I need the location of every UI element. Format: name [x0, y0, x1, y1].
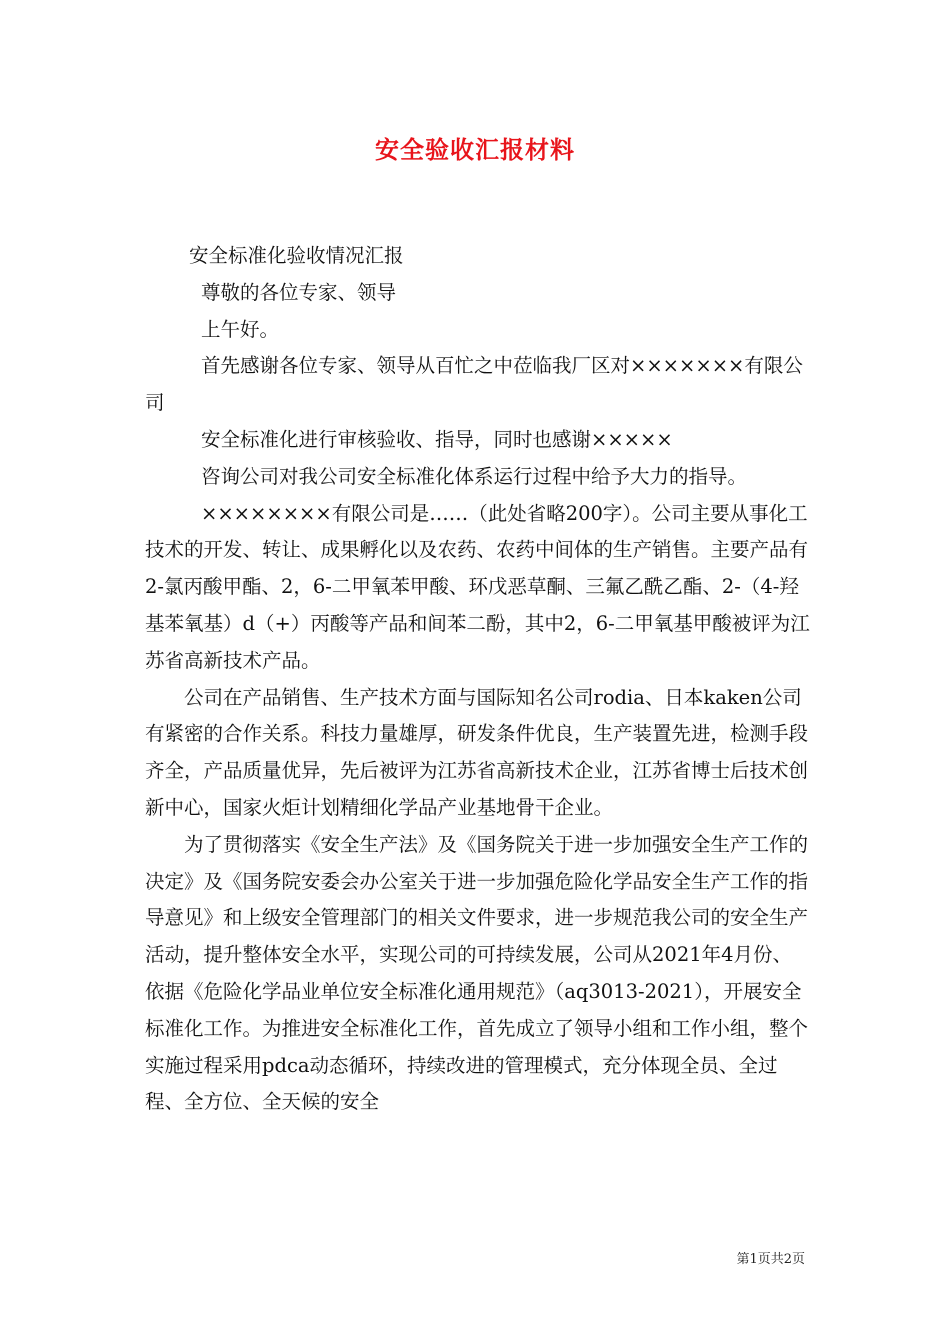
paragraph: 咨询公司对我公司安全标准化体系运行过程中给予大力的指导。 — [201, 464, 748, 488]
paragraph: ××××××××有限公司是……（此处省略200字）。公司主要从事化工技术的开发、转让、成果孵化以及农药、农药中间体的生产销售。主要产品有2-氯丙酸甲酯、2，6-二甲氧苯甲酸、环戊恶草酮、三氟乙酰乙酯、2-（4-羟基苯氧基）d（+）丙酸等产品和间苯二酚，其中2，6-二甲氧基甲酸被评为江苏省高新技术产品。 — [145, 501, 810, 672]
paragraph: 为了贯彻落实《安全生产法》及《国务院关于进一步加强安全生产工作的决定》及《国务院安委会办公室关于进一步加强危险化学品安全生产工作的指导意见》和上级安全管理部门的相关文件要求，进一步规范我公司的安全生产活动，提升整体安全水平，实现公司的可持续发展，公司从2021年4月份、依据《危险化学品业单位安全标准化通用规范》（aq3013-2021），开展安全标准化工作。为推进安全标准化工作，首先成立了领导小组和工作小组，整个实施过程采用pdca动态循环，持续改进的管理模式，充分体现全员、全过程、全方位、全天候的安全 — [145, 832, 809, 1114]
document-body — [145, 238, 810, 1121]
page-number: 第1页共2页 — [736, 1252, 805, 1267]
greeting: 上午好。 — [201, 317, 280, 341]
paragraph: 公司在产品销售、生产技术方面与国际知名公司rodia、日本kaken公司有紧密的合作关系。科技力量雄厚，研发条件优良，生产装置先进，检测手段齐全，产品质量优异，先后被评为江苏省高新技术企业，江苏省博士后技术创新中心，国家火炬计划精细化学品产业基地骨干企业。 — [145, 685, 809, 819]
salutation: 尊敬的各位专家、领导 — [201, 280, 397, 304]
paragraph: 首先感谢各位专家、领导从百忙之中莅临我厂区对×××××××有限公司 — [145, 354, 803, 415]
document-title: 安全验收汇报材料 — [375, 135, 575, 164]
report-subtitle: 安全标准化验收情况汇报 — [189, 244, 404, 267]
paragraph: 安全标准化进行审核验收、指导，同时也感谢××××× — [201, 427, 673, 451]
